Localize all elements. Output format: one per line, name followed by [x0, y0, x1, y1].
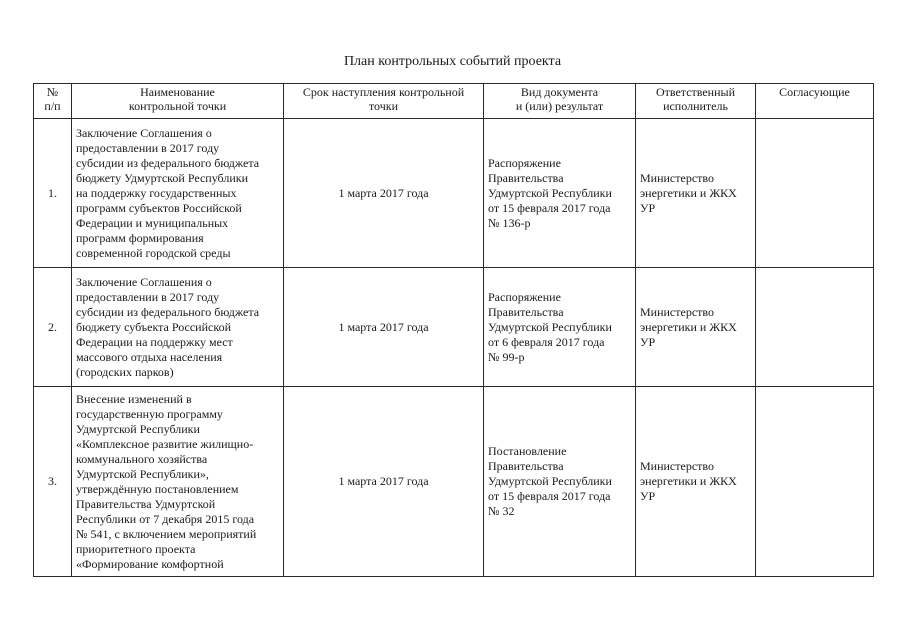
table-row	[34, 268, 874, 387]
control-events-table	[33, 83, 874, 577]
approvers	[756, 268, 874, 387]
checkpoint-name: Заключение Соглашения о предоставлении в 2017 году субсидии из федерального бюджета бюджету субъекта Российской Федерации на поддержку мест массового отдыха населения (городских парков)	[72, 268, 284, 387]
due-date: 1 марта 2017 года	[284, 119, 484, 268]
approvers	[756, 387, 874, 577]
responsible-executor: Министерство энергетики и ЖКХ УР	[636, 119, 756, 268]
row-number: 2.	[34, 268, 72, 387]
document-result: Постановление Правительства Удмуртской Республики от 15 февраля 2017 года № 32	[484, 387, 636, 577]
table-row	[34, 119, 874, 268]
checkpoint-name: Заключение Соглашения о предоставлении в 2017 году субсидии из федерального бюджета бюджету Удмуртской Республики на поддержку государственных программ субъектов Российской Федерации и муниципальных программ формирования современной городской среды	[72, 119, 284, 268]
due-date: 1 марта 2017 года	[284, 387, 484, 577]
header-approvers: Согласующие	[756, 84, 874, 119]
responsible-executor: Министерство энергетики и ЖКХ УР	[636, 387, 756, 577]
responsible-executor: Министерство энергетики и ЖКХ УР	[636, 268, 756, 387]
document-result: Распоряжение Правительства Удмуртской Республики от 6 февраля 2017 года № 99-р	[484, 268, 636, 387]
due-date: 1 марта 2017 года	[284, 268, 484, 387]
document-result: Распоряжение Правительства Удмуртской Республики от 15 февраля 2017 года № 136-р	[484, 119, 636, 268]
header-document-type: Вид документа и (или) результат	[484, 84, 636, 119]
checkpoint-name: Внесение изменений в государственную программу Удмуртской Республики «Комплексное развитие жилищно- коммунального хозяйства Удмуртской Республики», утверждённую постановлением Правительства Удмуртской Республики от 7 декабря 2015 года № 541, с включением мероприятий приоритетного проекта «Формирование комфортной	[72, 387, 284, 577]
row-number: 1.	[34, 119, 72, 268]
header-due-date: Срок наступления контрольной точки	[284, 84, 484, 119]
document-title: План контрольных событий проекта	[343, 54, 562, 69]
row-number: 3.	[34, 387, 72, 577]
header-responsible: Ответственный исполнитель	[636, 84, 756, 119]
header-checkpoint-name: Наименование контрольной точки	[72, 84, 284, 119]
table-row	[34, 387, 874, 577]
header-number: № п/п	[34, 84, 72, 119]
table-header-row	[34, 84, 874, 119]
approvers	[756, 119, 874, 268]
